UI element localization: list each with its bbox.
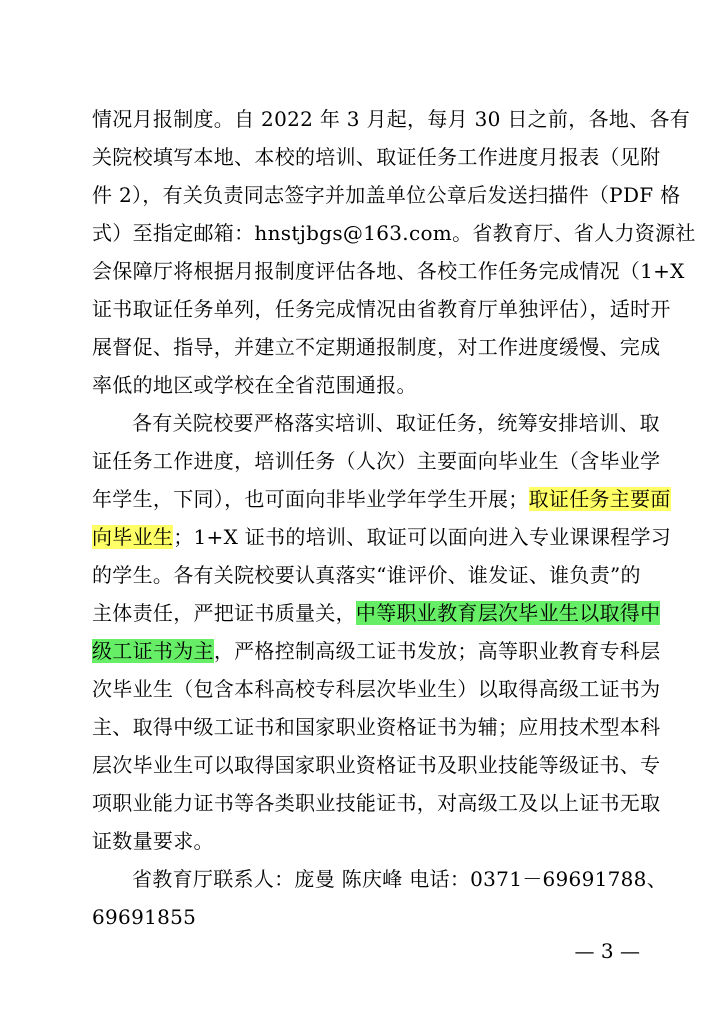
text-segment: ；1+X 证书的培训、取证可以面向进入专业课课程学习 [173,525,672,549]
text-line: 率低的地区或学校在全省范围通报。 [92,373,417,397]
text-segment: ，严格控制高级工证书发放；高等职业教育专科层 [213,639,661,663]
text-line: 式）至指定邮箱：hnstjbgs@163.com。省教育厅、省人力资源社 [92,221,696,245]
text-line: 展督促、指导，并建立不定期通报制度，对工作进度缓慢、完成 [92,335,661,359]
text-segment: 主体责任，严把证书质量关， [92,601,356,625]
highlighted-text-green: 中等职业教育层次毕业生以取得中 [355,601,661,625]
text-line: 层次毕业生可以取得国家职业资格证书及职业技能等级证书、专 [92,753,661,777]
contact-line: 省教育厅联系人：庞曼 陈庆峰 电话：0371－69691788、 [132,867,668,891]
text-line: 项职业能力证书等各类职业技能证书，对高级工及以上证书无取 [92,791,661,815]
text-line: 证任务工作进度，培训任务（人次）主要面向毕业生（含毕业学 [92,449,661,473]
highlighted-text-yellow: 向毕业生 [92,525,174,549]
text-line: 情况月报制度。自 2022 年 3 月起，每月 30 日之前，各地、各有 [92,107,691,131]
text-line [92,484,671,514]
text-line: 次毕业生（包含本科高校专科层次毕业生）以取得高级工证书为 [92,677,661,701]
text-line: 证数量要求。 [92,829,214,853]
text-line: 件 2），有关负责同志签字并加盖单位公章后发送扫描件（PDF 格 [92,183,681,207]
text-line: 关院校填写本地、本校的培训、取证任务工作进度月报表（见附 [92,145,661,169]
text-line: 各有关院校要严格落实培训、取证任务，统筹安排培训、取 [132,411,660,435]
highlighted-text-green: 级工证书为主 [92,639,214,663]
text-line: 证书取证任务单列，任务完成情况由省教育厅单独评估），适时开 [92,297,671,321]
text-line: 会保障厅将根据月报制度评估各地、各校工作任务完成情况（1+X [92,259,685,283]
text-line [92,598,661,628]
page-number: — 3 — [574,939,640,963]
text-line: 的学生。各有关院校要认真落实“谁评价、谁发证、谁负责”的 [92,563,641,587]
contact-line: 69691855 [92,905,197,929]
highlighted-text-yellow: 取证任务主要面 [528,487,671,511]
text-line [92,522,672,552]
text-line [92,636,661,666]
text-line: 主、取得中级工证书和国家职业资格证书为辅；应用技术型本科 [92,715,661,739]
text-segment: 年学生，下同），也可面向非毕业学年学生开展； [92,487,529,511]
